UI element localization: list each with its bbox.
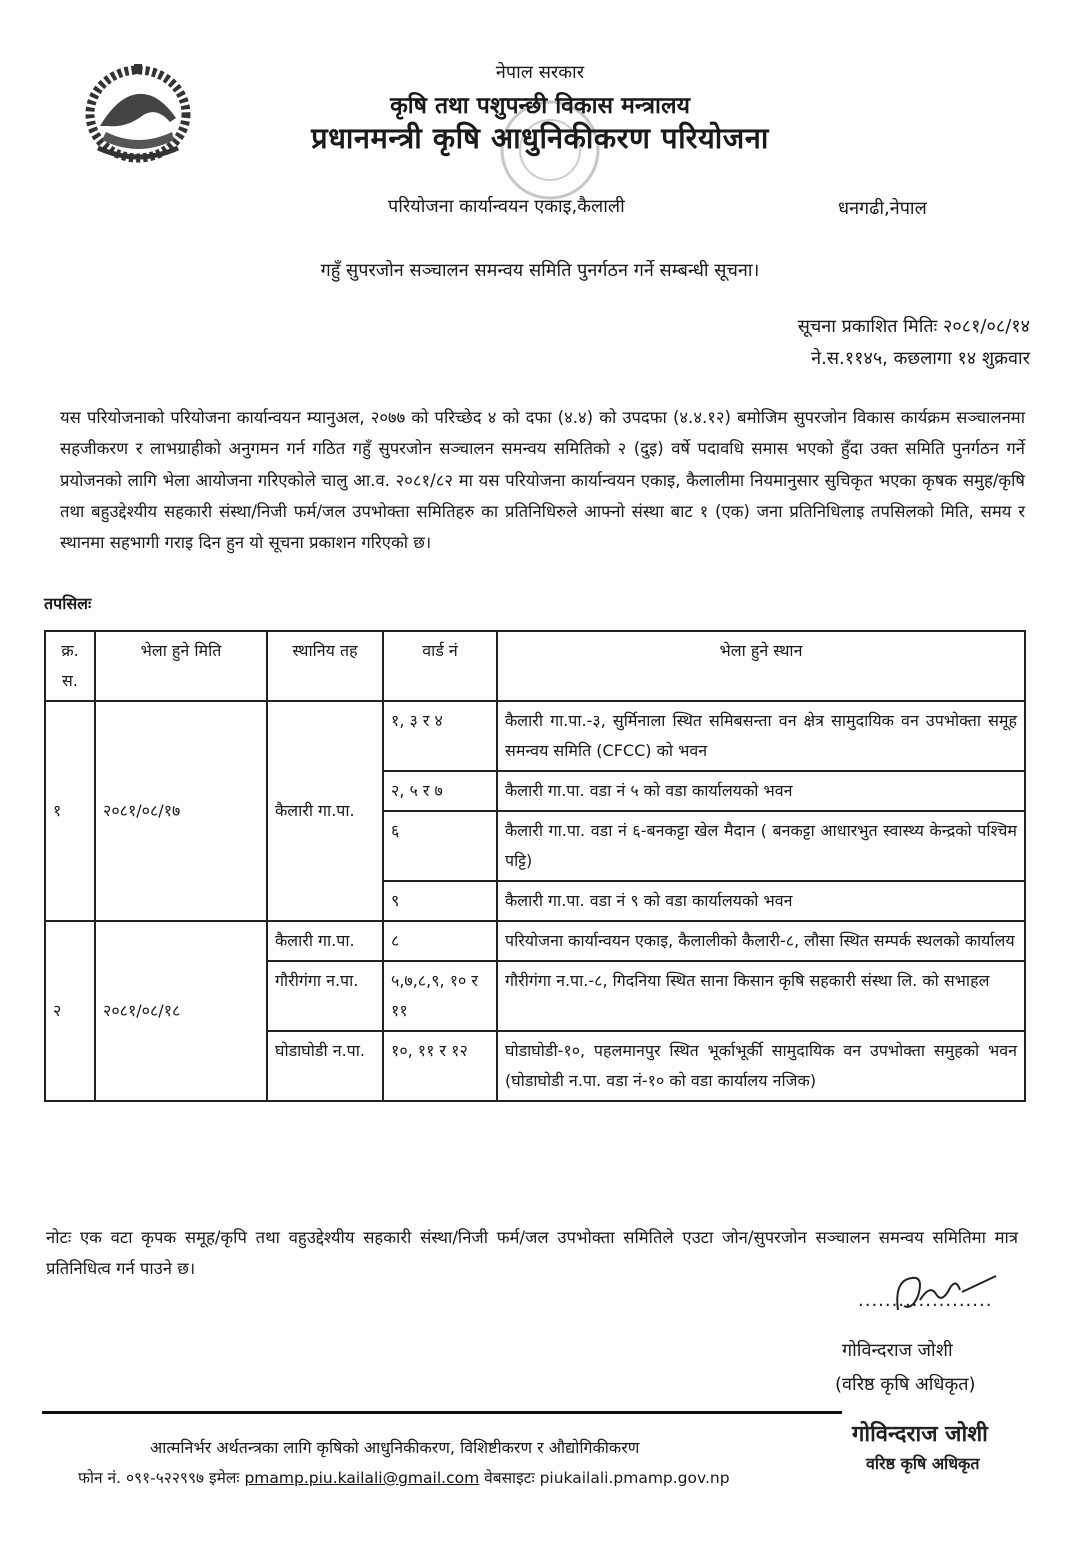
footer-contact [78,1466,730,1488]
serial-cell: २ [45,921,95,1101]
serial-cell: १ [45,701,95,921]
local-level-cell: कैलारी गा.पा. [267,701,383,921]
publication-date: सूचना प्रकाशित मितिः २०८१/०८/१४ [797,316,1030,337]
title-stamp: वरिष्ठ कृषि अधिकृत [866,1454,980,1473]
date-cell: २०८१/०८/१८ [95,921,267,1101]
local-level-cell: गौरीगंगा न.पा. [267,961,383,1031]
website-label: वेबसाइटः [484,1469,535,1487]
date-cell: २०८१/०८/१७ [95,701,267,921]
nepal-sambat-date: ने.स.११४५, कछलागा १४ शुक्रवार [811,348,1030,369]
table-row [45,701,1025,771]
ward-cell: ८ [383,921,497,961]
ward-cell: १०, ११ र १२ [383,1031,497,1101]
footer-slogan: आत्मनिर्भर अर्थतन्त्रका लागि कृषिको आधुनिकीकरण, विशिष्टीकरण र औद्योगिकीकरण [150,1438,640,1457]
notice-subject: गहुँ सुपरजोन सञ्चालन समन्वय समिति पुनर्गठन गर्ने सम्बन्धी सूचना। [320,260,760,281]
notice-body: यस परियोजनाको परियोजना कार्यान्वयन म्यानुअल, २०७७ को परिच्छेद ४ को दफा (४.४) को उपदफा (४.४.१२) बमोजिम सुपरजोन विकास कार्यक्रम सञ्चालनमा सहजीकरण र लाभग्राहीको अनुगमन गर्न गठित गहुँ सुपरजोन सञ्चालन समन्वय समितिको २ (दुइ) वर्षे पदावधि समास भएको हुँदा उक्त समिति पुनर्गठन गर्ने प्रयोजनको लागि भेला आयोजना गरिएकोले चालु आ.व. २०८१/८२ मा यस परियोजना कार्यान्वयन एकाइ, कैलालीमा नियमानुसार सुचिकृत भएका कृषक समुह/कृषि तथा बहुउद्देश्यीय सहकारी संस्था/निजी फर्म/जल उपभोक्ता समितिहरु का प्रतिनिधिरुले आफ्नो संस्था बाट १ (एक) जना प्रतिनिधिलाइ तपसिलको मिति, समय र स्थानमा सहभागी गराइ दिन हुन यो सूचना प्रकाशन गरिएको छ। [60,408,1025,553]
header-place: भेला हुने स्थान [497,631,1025,701]
signatory-name: गोविन्दराज जोशी [842,1340,953,1361]
place-cell: परियोजना कार्यान्वयन एकाइ, कैलालीको कैलारी-८, लौसा स्थित सम्पर्क स्थलको कार्यालय [497,921,1025,961]
project-unit: परियोजना कार्यान्वयन एकाइ,कैलाली [388,196,625,217]
government-name: नेपाल सरकार [495,62,585,83]
header-serial: क्र. स. [45,631,95,701]
place-cell: घोडाघोडी-१०, पहलमानपुर स्थित भूर्काभूर्की सामुदायिक वन उपभोक्ता समुहको भवन (घोडाघोडी न.पा. वडा नं-१० को वडा कार्यालय नजिक) [497,1031,1025,1101]
place-cell: कैलारी गा.पा. वडा नं ९ को वडा कार्यालयको भवन [497,881,1025,921]
phone-label: फोन नं. ०९१-५२२९९७ इमेलः [78,1469,240,1487]
footer-divider [42,1411,842,1414]
ward-cell: ९ [383,881,497,921]
local-level-cell: घोडाघोडी न.पा. [267,1031,383,1101]
ward-cell: ६ [383,811,497,881]
local-level-cell: कैलारी गा.पा. [267,921,383,961]
schedule-label: तपसिलः [44,594,92,613]
table-header-row [45,631,1025,701]
place-cell: कैलारी गा.पा.-३, सुर्मिनाला स्थित समिबसन्ता वन क्षेत्र सामुदायिक वन उपभोक्ता समूह समन्वय समिति (CFCC) को भवन [497,701,1025,771]
ward-cell: १, ३ र ४ [383,701,497,771]
signature-line: .................... [858,1290,993,1311]
name-stamp: गोविन्दराज जोशी [852,1422,988,1447]
signatory-title: (वरिष्ठ कृषि अधिकृत) [835,1374,976,1395]
email-link[interactable]: pmamp.piu.kailali@gmail.com [244,1469,480,1487]
project-name: प्रधानमन्त्री कृषि आधुनिकीकरण परियोजना [311,121,769,155]
office-city: धनगढी,नेपाल [838,198,927,219]
ward-cell: २, ५ र ७ [383,771,497,811]
place-cell: कैलारी गा.पा. वडा नं ५ को वडा कार्यालयको भवन [497,771,1025,811]
header-local-level: स्थानिय तह [267,631,383,701]
header-ward: वार्ड नं [383,631,497,701]
ward-cell: ५,७,८,९, १० र ११ [383,961,497,1031]
table-row [45,921,1025,961]
place-cell: कैलारी गा.पा. वडा नं ६-बनकट्टा खेल मैदान ( बनकट्टा आधारभुत स्वास्थ्य केन्द्रको पश्चिम पट्टि) [497,811,1025,881]
place-cell: गौरीगंगा न.पा.-८, गिदनिया स्थित साना किसान कृषि सहकारी संस्था लि. को सभाहल [497,961,1025,1031]
meeting-schedule-table [44,630,1026,1102]
header-date: भेला हुने मिति [95,631,267,701]
note-text: नोटः एक वटा कृपक समूह/कृपि तथा वहुउद्देश्यीय सहकारी संस्था/निजी फर्म/जल उपभोक्ता समितिले एउटा जोन/सुपरजोन सञ्चालन समन्वय समितिमा मात्र प्रतिनिधित्व गर्न पाउने छ। [46,1228,1018,1278]
website-link[interactable]: piukailali.pmamp.gov.np [539,1469,730,1487]
ministry-name: कृषि तथा पशुपन्छी विकास मन्त्रालय [390,93,690,119]
